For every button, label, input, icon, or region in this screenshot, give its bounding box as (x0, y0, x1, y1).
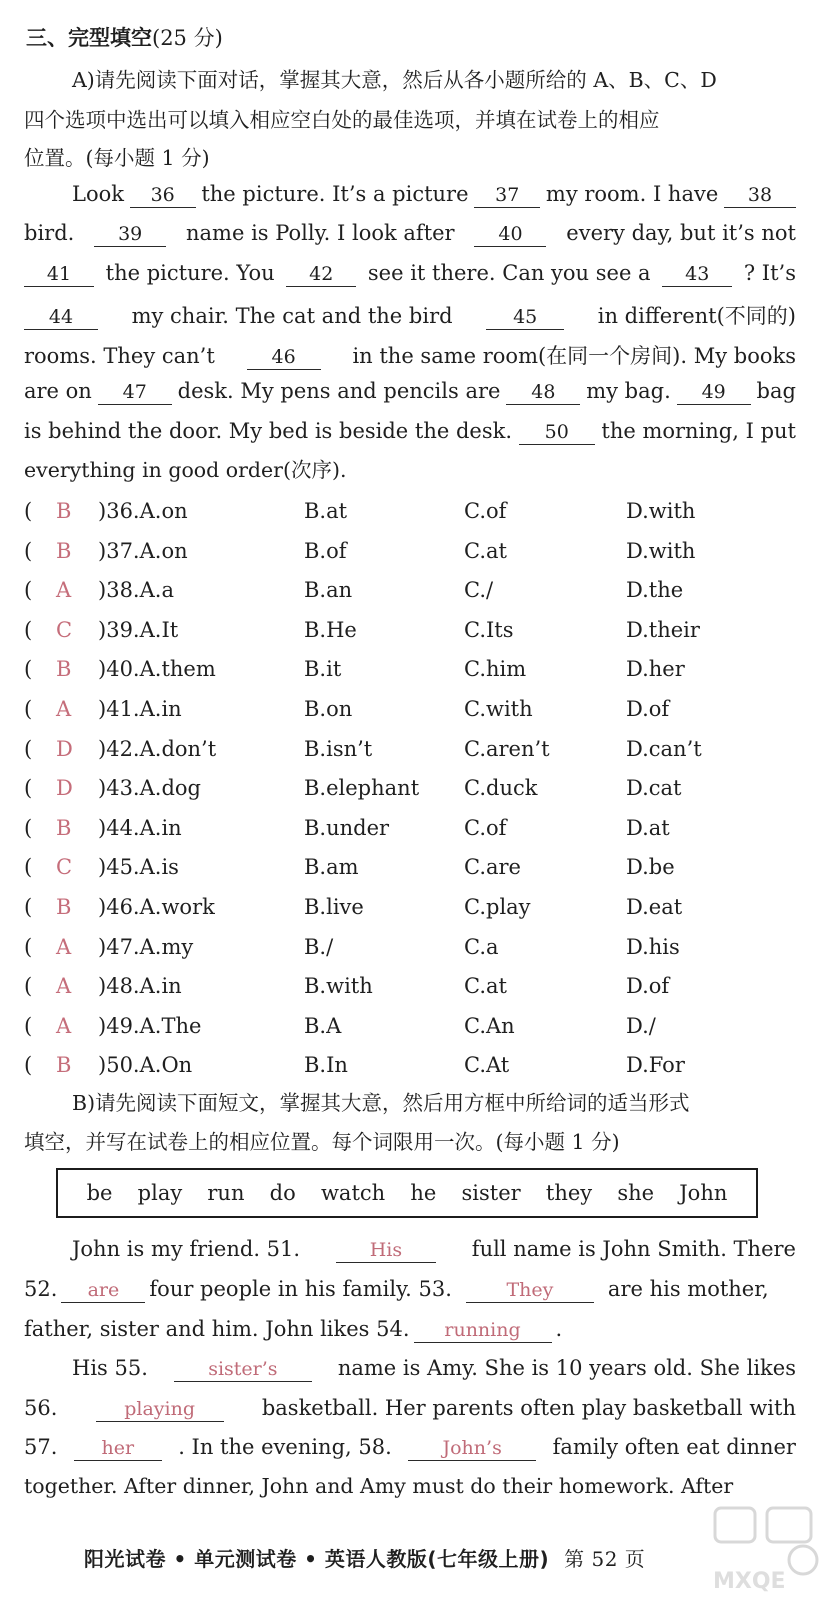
paren: ( (24, 1053, 33, 1078)
paren: ( (24, 895, 33, 919)
selected-answer: B (56, 1053, 72, 1078)
option-d: D./ (626, 1013, 656, 1038)
selected-answer: A (56, 974, 72, 999)
paren: ( (24, 974, 33, 999)
selected-answer: B (56, 657, 72, 682)
passage-line: Look 36 the picture. It’s a picture 37 my room. I have 38 (24, 182, 796, 208)
option-c: C.play (464, 895, 531, 919)
option-d: D.with (626, 499, 696, 523)
question-number-option-a: )45.A.is (98, 855, 179, 880)
question-row (24, 657, 804, 687)
question-number-option-a: )48.A.in (98, 974, 182, 999)
blank-44: 44 (24, 305, 98, 330)
option-c: C.An (464, 1013, 515, 1038)
part-a-instructions-line1: A)请先阅读下面对话，掌握其大意，然后从各小题所给的 A、B、C、D (72, 68, 717, 92)
paren: ( (24, 538, 33, 563)
blank-38: 38 (724, 183, 796, 208)
word-box-item: do (269, 1181, 296, 1205)
question-row (24, 618, 804, 648)
question-number-option-a: )40.A.them (98, 657, 216, 682)
blank-47: 47 (98, 380, 172, 405)
question-row (24, 895, 804, 925)
option-d: D.can’t (626, 736, 702, 761)
option-d: D.eat (626, 895, 683, 919)
answer-52: are (61, 1278, 145, 1303)
option-d: D.the (626, 578, 684, 603)
option-b: B.at (304, 499, 348, 523)
page-number: 第 52 页 (564, 1547, 646, 1571)
selected-answer: B (56, 499, 72, 523)
answer-58: John’s (408, 1436, 536, 1461)
word-box-item: she (617, 1181, 655, 1205)
option-c: C.at (464, 538, 507, 563)
option-d: D.their (626, 617, 700, 642)
page-footer (84, 1543, 645, 1572)
passage-line: everything in good order(次序). (24, 458, 347, 482)
option-b: B.In (304, 1053, 348, 1078)
option-c: C./ (464, 578, 494, 603)
passage-line: bird. 39 name is Polly. I look after 40 every day, but it’s not (24, 221, 796, 245)
blank-46: 46 (247, 345, 321, 370)
paren: ( (24, 815, 33, 840)
question-number-option-a: )37.A.on (98, 538, 188, 563)
question-number-option-a: )38.A.a (98, 578, 174, 603)
svg-text:MXQE: MXQE (713, 1569, 786, 1594)
word-box-item: he (410, 1181, 437, 1205)
passage-line: rooms. They can’t 46 in the same room(在同一个房间). My books (24, 344, 796, 368)
part-a-instructions-line3: 位置。(每小题 1 分) (24, 146, 210, 170)
paren: ( (24, 855, 33, 880)
option-d: D.with (626, 538, 696, 563)
paren: ( (24, 697, 33, 721)
option-c: C.of (464, 815, 507, 840)
question-row (24, 974, 804, 1004)
question-row (24, 816, 804, 846)
question-number-option-a: )39.A.It (98, 617, 179, 642)
answer-54: running (414, 1318, 552, 1343)
selected-answer: B (56, 895, 72, 919)
selected-answer: D (56, 736, 73, 761)
question-number-option-a: )47.A.my (98, 934, 194, 959)
question-number-option-a: )46.A.work (98, 895, 215, 919)
option-d: D.her (626, 657, 685, 682)
word-box-item: watch (320, 1181, 386, 1205)
option-d: D.cat (626, 776, 682, 801)
answer-57: her (74, 1436, 162, 1461)
part-b-instructions-line2: 填空，并写在试卷上的相应位置。每个词限用一次。(每小题 1 分) (24, 1130, 620, 1154)
option-b: B.am (304, 855, 359, 880)
option-b: B.live (304, 895, 364, 919)
answer-51: His (336, 1238, 436, 1263)
selected-answer: C (56, 617, 73, 642)
question-row (24, 776, 804, 806)
option-b: B.isn’t (304, 736, 373, 761)
blank-37: 37 (474, 183, 540, 208)
answer-56: playing (96, 1397, 224, 1422)
part-a-instructions-line2: 四个选项中选出可以填入相应空白处的最佳选项，并填在试卷上的相应 (24, 108, 660, 132)
option-c: C.him (464, 657, 527, 682)
question-number-option-a: )42.A.don’t (98, 736, 217, 761)
option-b: B.on (304, 697, 353, 721)
question-row (24, 855, 804, 885)
passage-b-line: John is my friend. 51. His full name is John Smith. There (72, 1237, 796, 1261)
blank-49: 49 (677, 380, 751, 405)
option-b: B.an (304, 578, 353, 603)
blank-36: 36 (130, 183, 196, 208)
question-row (24, 578, 804, 608)
option-c: C.Its (464, 617, 514, 642)
paren: ( (24, 934, 33, 959)
question-row (24, 539, 804, 569)
passage-line: are on 47 desk. My pens and pencils are 48 my bag. 49 bag (24, 379, 796, 403)
part-b-instructions-line1: B)请先阅读下面短文，掌握其大意，然后用方框中所给词的适当形式 (72, 1091, 690, 1115)
question-number-option-a: )49.A.The (98, 1013, 202, 1038)
passage-line: 44 my chair. The cat and the bird 45 in different(不同的) (24, 300, 796, 330)
selected-answer: A (56, 697, 72, 721)
option-c: C.aren’t (464, 736, 550, 761)
passage-line: 41 the picture. You 42 see it there. Can you see a 43 ? It’s (24, 261, 796, 287)
paren: ( (24, 1013, 33, 1038)
passage-b-line: father, sister and him. John likes 54. running . (24, 1317, 563, 1341)
selected-answer: D (56, 776, 73, 801)
option-b: B.of (304, 538, 347, 563)
passage-b-line: 57. her . In the evening, 58. John’s family often eat dinner (24, 1435, 796, 1459)
watermark-logo (705, 1500, 827, 1596)
option-b: B.elephant (304, 776, 420, 801)
selected-answer: A (56, 1013, 72, 1038)
selected-answer: A (56, 934, 72, 959)
word-box-item: run (207, 1181, 245, 1205)
passage-b-line: 52. are four people in his family. 53. They are his mother, (24, 1277, 769, 1301)
option-c: C.a (464, 934, 499, 959)
question-row (24, 499, 804, 529)
question-number-option-a: )44.A.in (98, 815, 182, 840)
answer-53: They (466, 1278, 594, 1303)
blank-42: 42 (286, 262, 356, 287)
option-c: C.at (464, 974, 507, 999)
blank-43: 43 (662, 262, 732, 287)
question-number-option-a: )36.A.on (98, 499, 188, 523)
option-b: B.with (304, 974, 373, 999)
word-box-item: they (545, 1181, 593, 1205)
blank-41: 41 (24, 262, 94, 287)
blank-39: 39 (94, 222, 166, 247)
option-b: B.He (304, 617, 357, 642)
question-number-option-a: )41.A.in (98, 697, 182, 721)
word-box-item: John (679, 1181, 728, 1205)
option-c: C.of (464, 499, 507, 523)
option-d: D.For (626, 1053, 685, 1078)
option-d: D.be (626, 855, 675, 880)
passage-b-line: together. After dinner, John and Amy must do their homework. After (24, 1474, 734, 1498)
section-heading (26, 22, 223, 52)
paren: ( (24, 776, 33, 801)
passage-b-line: 56. playing basketball. Her parents often play basketball with (24, 1396, 796, 1420)
blank-40: 40 (474, 222, 546, 247)
word-box-item: play (137, 1181, 183, 1205)
section-title: 三、完型填空 (26, 26, 152, 50)
option-b: B.it (304, 657, 342, 682)
paren: ( (24, 657, 33, 682)
question-row (24, 1053, 804, 1083)
blank-45: 45 (486, 305, 564, 330)
selected-answer: B (56, 538, 72, 563)
passage-line: is behind the door. My bed is beside the desk. 50 the morning, I put (24, 419, 796, 443)
answer-55: sister’s (174, 1357, 312, 1382)
question-row (24, 697, 804, 727)
option-b: B./ (304, 934, 334, 959)
question-row (24, 1014, 804, 1044)
question-number-option-a: )50.A.On (98, 1053, 193, 1078)
paren: ( (24, 736, 33, 761)
paren: ( (24, 578, 33, 603)
option-d: D.of (626, 974, 670, 999)
word-box-item: sister (461, 1181, 521, 1205)
question-row (24, 935, 804, 965)
paren: ( (24, 499, 33, 523)
selected-answer: A (56, 578, 72, 603)
question-row (24, 737, 804, 767)
blank-50: 50 (519, 420, 595, 445)
selected-answer: C (56, 855, 73, 880)
option-b: B.under (304, 815, 390, 840)
option-d: D.of (626, 697, 670, 721)
option-b: B.A (304, 1013, 342, 1038)
word-box (56, 1168, 758, 1218)
passage-b-line: His 55. sister’s name is Amy. She is 10 years old. She likes (72, 1356, 796, 1380)
section-score: (25 分) (152, 26, 223, 50)
option-d: D.his (626, 934, 680, 959)
paren: ( (24, 617, 33, 642)
option-c: C.with (464, 697, 533, 721)
blank-48: 48 (506, 380, 580, 405)
word-box-item: be (86, 1181, 113, 1205)
option-c: C.are (464, 855, 521, 880)
selected-answer: B (56, 815, 72, 840)
option-d: D.at (626, 815, 670, 840)
option-c: C.duck (464, 776, 538, 801)
footer-title: 阳光试卷 • 单元测试卷 • 英语人教版(七年级上册) (84, 1547, 550, 1571)
option-c: C.At (464, 1053, 510, 1078)
question-number-option-a: )43.A.dog (98, 776, 201, 801)
